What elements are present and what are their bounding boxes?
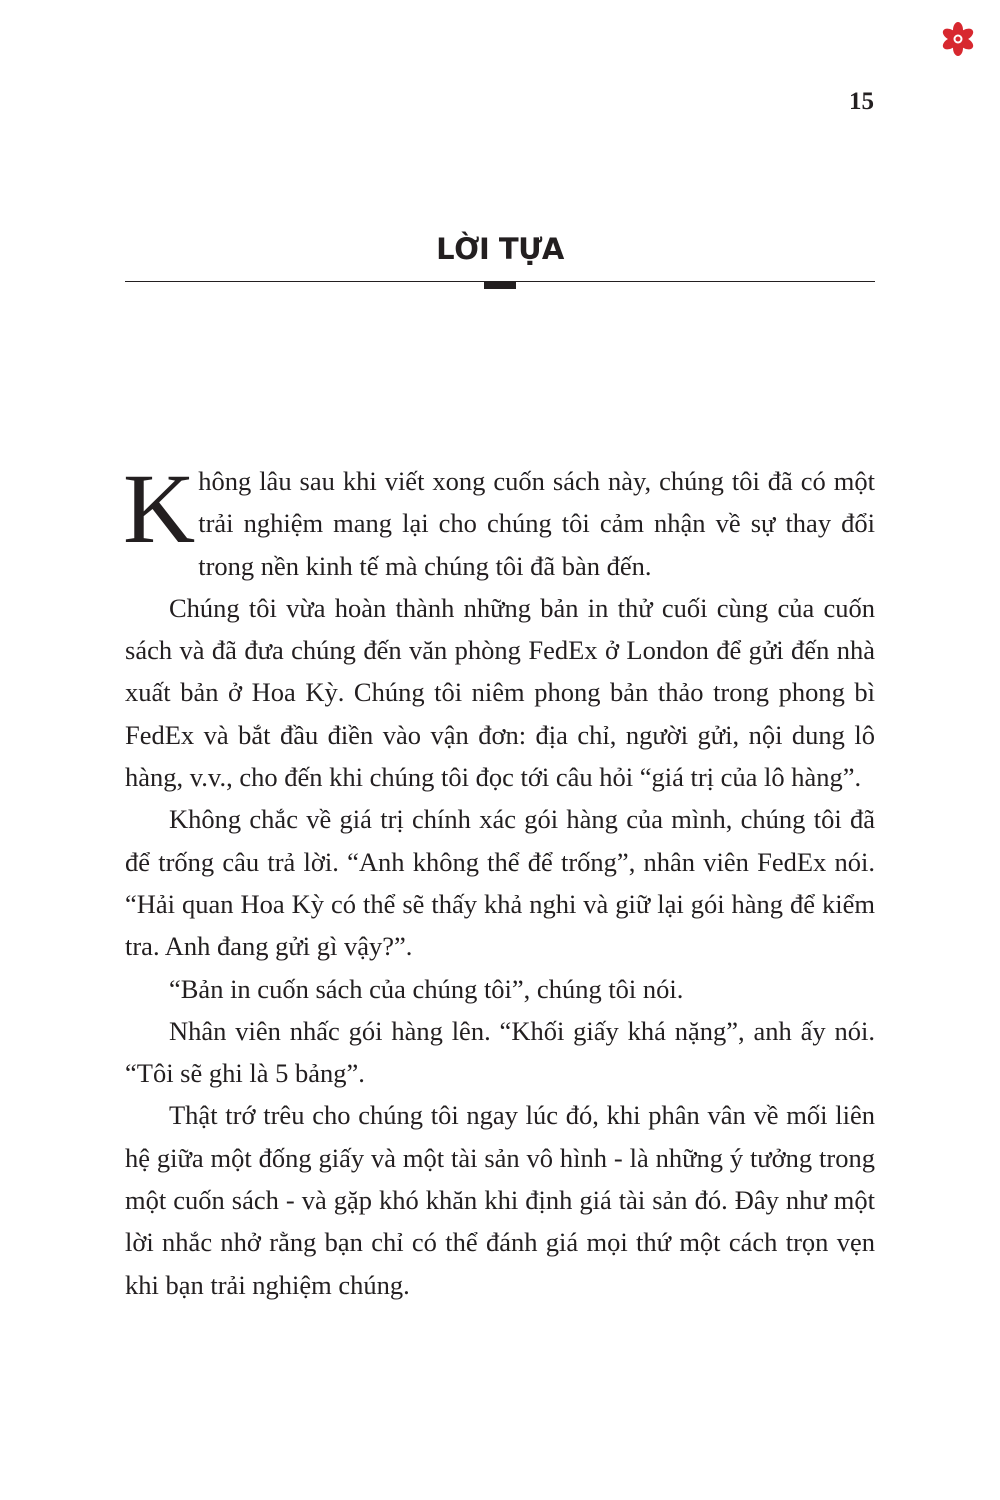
paragraph: Không chắc về giá trị chính xác gói hàng của mình, chúng tôi đã để trống câu trả lời. “Anh không thể để trống”, nhân viên FedEx nói. “Hải quan Hoa Kỳ có thể sẽ thấy khả nghi và giữ lại gói hàng để kiểm tra. Anh đang gửi gì vậy?”. bbox=[125, 804, 875, 962]
drop-cap: K bbox=[123, 453, 196, 564]
paragraph: Thật trớ trêu cho chúng tôi ngay lúc đó, khi phân vân về mối liên hệ giữa một đống giấy và một tài sản vô hình - là những ý tưởng trong một cuốn sách - và gặp khó khăn khi định giá tài sản đó. Đây như một lời nhắc nhở rằng bạn chỉ có thể đánh giá mọi thứ một cách trọn vẹn khi bạn trải nghiệm chúng. bbox=[125, 1100, 875, 1300]
paragraph: “Bản in cuốn sách của chúng tôi”, chúng tôi nói. bbox=[169, 973, 684, 1004]
paragraph: Nhân viên nhấc gói hàng lên. “Khối giấy khá nặng”, anh ấy nói. “Tôi sẽ ghi là 5 bảng”. bbox=[125, 1015, 875, 1089]
chapter-title: LỜI TỰA bbox=[436, 232, 564, 266]
body-text bbox=[123, 453, 875, 1306]
paragraph-text: hông lâu sau khi viết xong cuốn sách này, chúng tôi đã có một trải nghiệm mang lại cho chúng tôi cảm nhận về sự thay đổi trong nền kinh tế mà chúng tôi đã bàn đến. bbox=[198, 466, 875, 581]
title-divider-mark bbox=[484, 281, 516, 289]
paragraph bbox=[123, 453, 875, 587]
paragraph: Chúng tôi vừa hoàn thành những bản in thử cuối cùng của cuốn sách và đã đưa chúng đến văn phòng FedEx ở London để gửi đến nhà xuất bản ở Hoa Kỳ. Chúng tôi niêm phong bản thảo trong phong bì FedEx và bắt đầu điền vào vận đơn: địa chỉ, người gửi, nội dung lô hàng, v.v., cho đến khi chúng tôi đọc tới câu hỏi “giá trị của lô hàng”. bbox=[125, 592, 875, 793]
page-number: 15 bbox=[849, 88, 874, 115]
flower-logo-icon bbox=[941, 22, 975, 56]
